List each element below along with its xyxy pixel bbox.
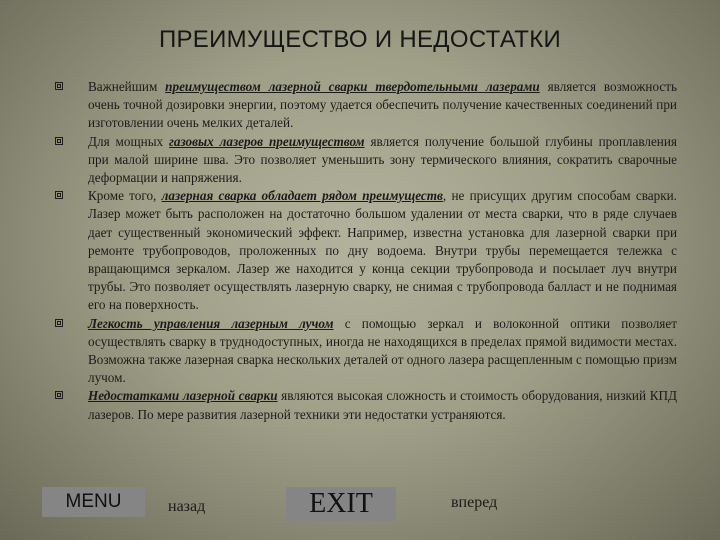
bullet-emphasis: газовых лазеров преимуществом	[169, 133, 365, 149]
bullet-item	[55, 315, 677, 388]
square-bullet-icon	[55, 137, 63, 145]
bullet-emphasis: Недостатками лазерной сварки	[88, 388, 278, 404]
bullet-text	[88, 78, 677, 133]
exit-button[interactable]: EXIT	[286, 487, 396, 521]
bullet-emphasis: лазерная сварка обладает рядом преимуществ	[161, 188, 443, 204]
bullet-text	[88, 315, 677, 388]
forward-link[interactable]: вперед	[451, 494, 498, 511]
bullet-text-lead: Важнейшим	[88, 79, 166, 94]
bullet-text-rest: с помощью зеркал и волоконной оптики позволяет осуществлять сварку в труднодоступных, иногда не находящихся в пределах прямой видимости местах. Возможна также лазерная сварка нескольких деталей от одного лазера расщепленным с помощью призм лучом.	[88, 315, 677, 386]
slide-title: ПРЕИМУЩЕСТВО И НЕДОСТАТКИ	[158, 26, 562, 53]
bullet-item	[55, 133, 677, 188]
bullet-emphasis: Легкость управления лазерным лучом	[88, 315, 334, 331]
bullet-text-rest: , не присущих другим способам сварки. Лазер может быть расположен на достаточно большом удалении от места сварки, что в ряде случаев дает существенный экономический эффект. Например, известна установка для лазерной сварки при ремонте трубопроводов, проложенных по дну водоема. Внутри трубы перемещается тележка с вращающимся зеркалом. Лазер же находится у конца секции трубопровода и посылает луч внутри трубы. Это позволяет осуществлять лазерную сварку, не снимая с трубопровода балласт и не поднимая его на поверхность.	[88, 188, 677, 313]
menu-button[interactable]: MENU	[42, 487, 145, 517]
back-link[interactable]: назад	[168, 498, 206, 515]
bullet-text-rest: являются высокая сложность и стоимость оборудования, низкий КПД лазеров. По мере развития лазерной техники эти недостатки устраняются.	[88, 388, 678, 422]
bullet-text	[88, 387, 677, 423]
bullet-text-rest: является получение большой глубины проплавления при малой ширине шва. Это позволяет уменьшить зону термического влияния, сократить сварочные деформации и напряжения.	[88, 133, 677, 186]
bullet-emphasis: преимуществом лазерной сварки твердотельными лазерами	[165, 79, 540, 94]
square-bullet-icon	[55, 391, 63, 399]
bullet-list	[55, 78, 677, 424]
bullet-text	[88, 187, 677, 314]
bullet-text	[88, 133, 677, 188]
square-bullet-icon	[55, 191, 63, 199]
bullet-item	[55, 78, 677, 133]
bullet-item	[55, 187, 677, 314]
bullet-item	[55, 387, 677, 423]
bullet-text-rest: является возможность очень точной дозировки энергии, поэтому удается обеспечить получение качественных соединений при изготовлении очень мелких деталей.	[88, 79, 677, 131]
square-bullet-icon	[55, 82, 63, 90]
bullet-text-lead: Кроме того,	[88, 188, 162, 204]
square-bullet-icon	[55, 319, 63, 327]
bullet-text-lead: Для мощных	[88, 133, 170, 149]
